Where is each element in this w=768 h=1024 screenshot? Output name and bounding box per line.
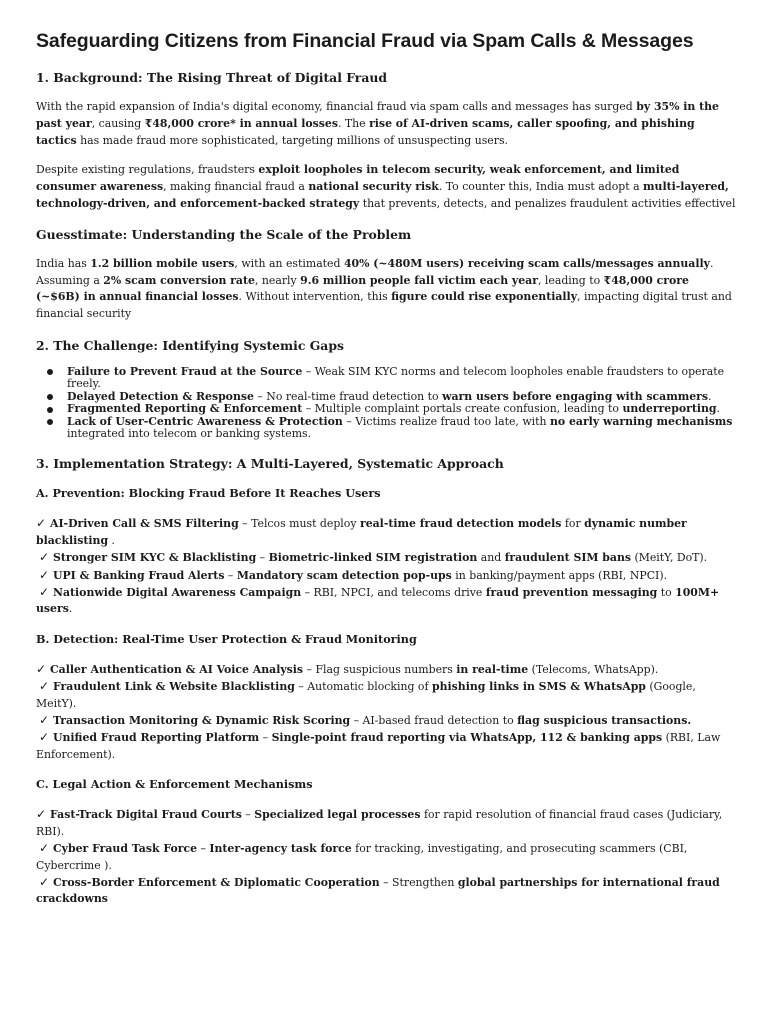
bullet-icon (47, 419, 53, 425)
legal-item (36, 840, 736, 874)
prevention-heading: A. Prevention: Blocking Fraud Before It Reaches Users (36, 486, 381, 501)
challenge-heading: 2. The Challenge: Identifying Systemic Gaps (36, 337, 344, 353)
text-run: . (716, 402, 721, 416)
text-run: that prevents, detects, and penalizes fraudulent activities effectivel (359, 196, 736, 210)
bold-text-run: Mandatory scam detection pop-ups (236, 568, 452, 582)
detection-item (36, 678, 736, 712)
text-run: – Strengthen (379, 875, 458, 889)
checkmark-icon: ✓ (36, 807, 47, 822)
bold-text-run: Transaction Monitoring & Dynamic Risk Scoring (53, 714, 351, 728)
text-run: , leading to (537, 273, 604, 287)
text-run: . (108, 533, 116, 547)
text-run: – No real-time fraud detection to (253, 389, 443, 403)
text-run: (Telecoms, WhatsApp). (528, 662, 659, 676)
checkmark-icon: ✓ (39, 585, 50, 600)
checkmark-icon: ✓ (39, 874, 50, 889)
legal-item (36, 806, 736, 840)
challenge-item (36, 416, 736, 441)
text-run: , with an estimated (234, 256, 344, 270)
text-run: – Victims realize fraud too late, with (342, 414, 550, 428)
bold-text-run: Fast-Track Digital Fraud Courts (50, 808, 242, 822)
bold-text-run: warn users before engaging with scammers (442, 389, 709, 403)
bold-text-run: Cyber Fraud Task Force (53, 842, 198, 856)
text-run: . (708, 389, 712, 403)
checkmark-icon: ✓ (39, 841, 50, 856)
bullet-icon (47, 369, 53, 375)
bold-text-run: dynamic number blacklisting (36, 517, 687, 547)
text-run: (RBI, Law Enforcement). (36, 731, 721, 761)
bold-text-run: no early warning mechanisms (549, 414, 733, 428)
text-run: , making financial fraud a (163, 180, 309, 194)
text-run: and (477, 551, 505, 565)
bold-text-run: 40% (~480M users) receiving scam calls/messages annually (343, 256, 710, 270)
detection-heading: B. Detection: Real-Time User Protection & Fraud Monitoring (36, 631, 417, 646)
bold-text-run: phishing links in SMS & WhatsApp (431, 680, 646, 694)
bold-text-run: Caller Authentication & AI Voice Analysis (50, 662, 304, 676)
text-run: for rapid resolution of financial fraud cases (Judiciary, RBI). (36, 808, 723, 838)
bold-text-run: ₹48,000 crore (~$6B) in annual financial losses (36, 273, 689, 304)
challenge-item (36, 366, 736, 391)
text-run: India has (36, 256, 91, 270)
bold-text-run: AI-Driven Call & SMS Filtering (50, 517, 239, 531)
text-run: – (197, 842, 210, 856)
detection-item (36, 712, 736, 729)
bold-text-run: figure could rise exponentially (391, 290, 578, 304)
text-run: (MeitY, DoT). (631, 551, 708, 565)
text-run: – (241, 808, 255, 822)
prevention-item (36, 567, 736, 584)
legal-heading: C. Legal Action & Enforcement Mechanisms (36, 777, 313, 792)
bold-text-run: Fraudulent Link & Website Blacklisting (53, 680, 295, 694)
bold-text-run: by 35% in the past year (36, 100, 719, 130)
text-run: – Flag suspicious numbers (303, 662, 457, 676)
bold-text-run: 100M+ users (36, 586, 720, 616)
text-run: has made fraud more sophisticated, targeting millions of unsuspecting users. (76, 133, 508, 147)
legal-list (36, 806, 736, 907)
bold-text-run: UPI & Banking Fraud Alerts (53, 568, 225, 582)
bold-text-run: global partnerships for international fraud crackdowns (36, 875, 720, 906)
bold-text-run: in real-time (456, 662, 529, 676)
guesstimate-heading: Guesstimate: Understanding the Scale of the Problem (36, 226, 412, 242)
text-run: – Automatic blocking of (294, 680, 432, 694)
text-run: . To counter this, India must adopt a (438, 180, 644, 194)
strategy-heading: 3. Implementation Strategy: A Multi-Layered, Systematic Approach (36, 456, 504, 472)
text-run: integrated into telecom or banking systems. (67, 427, 312, 440)
guesstimate-paragraph (36, 256, 736, 323)
bold-text-run: Unified Fraud Reporting Platform (53, 731, 260, 745)
bold-text-run: flag suspicious transactions. (517, 714, 692, 728)
text-run: (Google, MeitY). (36, 680, 696, 710)
text-run: , impacting digital trust and financial security (36, 290, 732, 321)
bold-text-run: Specialized legal processes (254, 808, 421, 822)
bold-text-run: Failure to Prevent Fraud at the Source (67, 364, 303, 378)
text-run: , nearly (254, 273, 301, 287)
bold-text-run: Delayed Detection & Response (67, 389, 254, 403)
bold-text-run: underreporting (622, 402, 717, 416)
text-run: . The (337, 116, 370, 130)
bullet-icon (47, 407, 53, 413)
text-run: , causing (91, 116, 145, 130)
text-run: With the rapid expansion of India's digital economy, financial fraud via spam calls and messages has surged (36, 100, 637, 113)
checkmark-icon: ✓ (39, 550, 50, 565)
background-heading: 1. Background: The Rising Threat of Digital Fraud (36, 70, 388, 85)
text-run: to (657, 586, 676, 600)
bold-text-run: Lack of User-Centric Awareness & Protection (67, 414, 343, 428)
text-run: – Telcos must deploy (238, 517, 360, 531)
text-run: – AI-based fraud detection to (350, 714, 518, 728)
text-run: – (224, 568, 237, 582)
document-page (36, 30, 736, 908)
bold-text-run: fraud prevention messaging (485, 586, 658, 600)
bullet-icon (47, 394, 53, 400)
bold-text-run: Inter-agency task force (209, 842, 352, 856)
text-run: – RBI, NPCI, and telecoms drive (301, 586, 486, 600)
bold-text-run: multi-layered, technology-driven, and enforcement-backed strategy (36, 180, 729, 210)
background-paragraph-1 (36, 99, 736, 149)
text-run: Despite existing regulations, fraudsters (36, 163, 259, 177)
legal-item (36, 874, 736, 908)
text-run: – Multiple complaint portals create confusion, leading to (302, 402, 623, 416)
bold-text-run: exploit loopholes in telecom security, weak enforcement, and limited consumer awareness (36, 163, 680, 194)
checkmark-icon: ✓ (39, 713, 50, 728)
prevention-item (36, 515, 736, 549)
bold-text-run: ₹48,000 crore* in annual losses (144, 116, 338, 130)
bold-text-run: Cross-Border Enforcement & Diplomatic Cooperation (53, 875, 380, 889)
bold-text-run: Single-point fraud reporting via WhatsApp, 112 & banking apps (271, 731, 663, 745)
bold-text-run: real-time fraud detection models (359, 517, 562, 531)
bold-text-run: Nationwide Digital Awareness Campaign (53, 586, 302, 600)
bold-text-run: national security risk (308, 180, 439, 194)
text-run: for tracking, investigating, and prosecuting scammers (CBI, Cybercrime ). (36, 842, 688, 872)
text-run: . Assuming a (36, 256, 714, 287)
prevention-list (36, 515, 736, 617)
checkmark-icon: ✓ (39, 730, 50, 745)
bold-text-run: Biometric-linked SIM registration (268, 551, 478, 565)
text-run: – (256, 551, 269, 565)
bold-text-run: 1.2 billion mobile users (90, 256, 235, 270)
bold-text-run: Stronger SIM KYC & Blacklisting (53, 551, 257, 565)
bold-text-run: 2% scam conversion rate (103, 273, 255, 287)
checkmark-icon: ✓ (36, 661, 47, 676)
document-title: Safeguarding Citizens from Financial Fraud via Spam Calls & Messages (36, 30, 694, 52)
checkmark-icon: ✓ (39, 567, 50, 582)
text-run: . (68, 602, 73, 616)
detection-item (36, 729, 736, 763)
prevention-item (36, 584, 736, 618)
checkmark-icon: ✓ (39, 679, 50, 694)
bold-text-run: 9.6 million people fall victim each year (300, 273, 538, 287)
challenge-list (36, 366, 736, 440)
text-run: – Weak SIM KYC norms and telecom loopholes enable fraudsters to operate freely. (67, 364, 725, 391)
text-run: in banking/payment apps (RBI, NPCI). (451, 568, 668, 582)
bold-text-run: rise of AI-driven scams, caller spoofing, and phishing tactics (36, 116, 695, 147)
detection-item (36, 661, 736, 678)
text-run: for (561, 517, 585, 531)
background-paragraph-2 (36, 162, 736, 212)
bold-text-run: fraudulent SIM bans (504, 551, 631, 565)
prevention-item (36, 549, 736, 566)
text-run: . Without intervention, this (238, 290, 392, 304)
detection-list (36, 661, 736, 763)
checkmark-icon: ✓ (36, 516, 47, 531)
text-run: – (259, 731, 272, 745)
bold-text-run: Fragmented Reporting & Enforcement (67, 402, 303, 416)
